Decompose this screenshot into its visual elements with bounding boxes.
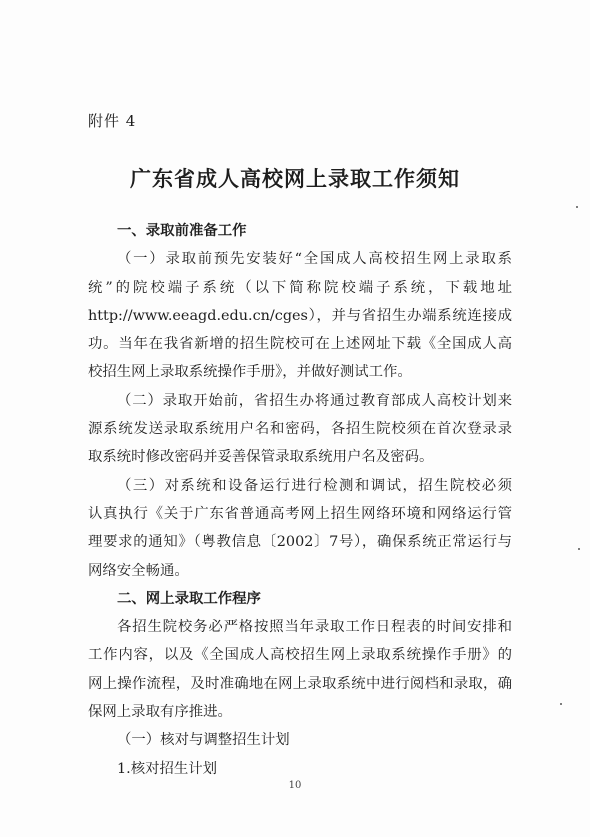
text-line: 工作内容，以及《全国成人高校招生网上录取系统操作手册》的 (88, 647, 512, 664)
attachment-label: 附件 4 (88, 112, 137, 130)
text-line: 1.核对招生计划 (117, 760, 218, 777)
section-heading: 一、录取前准备工作 (117, 222, 247, 239)
text-line: （一）录取前预先安装好“全国成人高校招生网上录取系 (117, 251, 512, 268)
text-line: （一）核对与调整招生计划 (117, 732, 290, 749)
text-line: 理要求的通知》（粤教信息〔2002〕7号），确保系统正常运行与 (88, 534, 512, 551)
scan-speck (576, 206, 578, 208)
text-line: 源系统发送录取系统用户名和密码，各招生院校须在首次登录录 (88, 421, 512, 438)
section-heading: 二、网上录取工作程序 (117, 589, 261, 607)
text-line: 统”的院校端子系统（以下简称院校端子系统，下载地址 (88, 279, 512, 296)
text-line: （三）对系统和设备运行进行检测和调试，招生院校必须 (117, 477, 512, 494)
text-line: 功。当年在我省新增的招生院校可在上述网址下载《全国成人高 (88, 336, 512, 353)
page-number: 10 (288, 780, 302, 791)
text-line: 各招生院校务必严格按照当年录取工作日程表的时间安排和 (117, 619, 512, 636)
text-line: 保网上录取有序推进。 (88, 704, 232, 721)
document-title: 广东省成人高校网上录取工作须知 (130, 166, 460, 191)
scan-speck (560, 703, 562, 705)
document-body (88, 217, 512, 783)
text-line: 网络安全畅通。 (88, 562, 189, 579)
text-line: http://www.eeagd.edu.cn/cges），并与省招生办端系统连接成 (88, 307, 512, 324)
text-line: （二）录取开始前，省招生办将通过教育部成人高校计划来 (117, 392, 512, 409)
text-line: 认真执行《关于广东省普通高考网上招生网络环境和网络运行管 (88, 505, 512, 522)
scan-speck (578, 548, 580, 550)
text-line: 校招生网上录取系统操作手册》，并做好测试工作。 (88, 364, 412, 381)
text-line: 取系统时修改密码并妥善保管录取系统用户名及密码。 (88, 449, 434, 466)
text-line: 网上操作流程，及时准确地在网上录取系统中进行阅档和录取，确 (88, 675, 512, 692)
